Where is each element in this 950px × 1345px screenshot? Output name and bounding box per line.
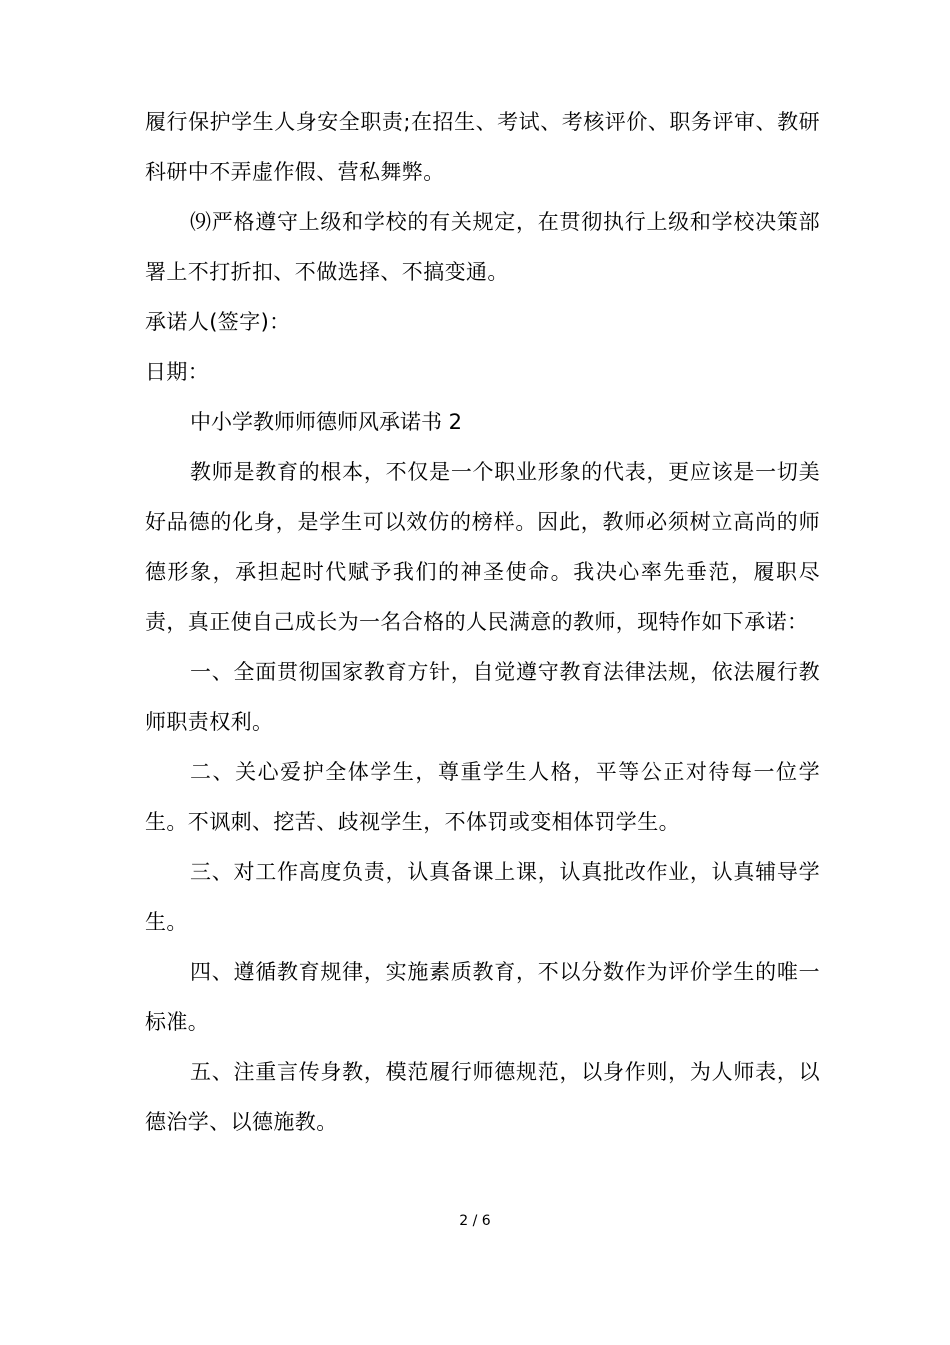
section-title: 中小学教师师德师风承诺书 2 [190, 410, 463, 434]
date-line: 日期： [145, 360, 210, 384]
paragraph-item-9: ⑼严格遵守上级和学校的有关规定，在贯彻执行上级和学校决策部署上不打折扣、不做选择、不搞变通。 [145, 210, 820, 284]
paragraph-continuation: 履行保护学生人身安全职责;在招生、考试、考核评价、职务评审、教研科研中不弄虚作假、营私舞弊。 [145, 110, 820, 184]
page-number: 2 / 6 [459, 1213, 491, 1229]
paragraph-intro: 教师是教育的根本，不仅是一个职业形象的代表，更应该是一切美好品德的化身，是学生可以效仿的榜样。因此，教师必须树立高尚的师德形象，承担起时代赋予我们的神圣使命。我决心率先垂范，履职尽责，真正使自己成长为一名合格的人民满意的教师，现特作如下承诺： [145, 460, 820, 634]
paragraph-pledge-5: 五、注重言传身教，模范履行师德规范，以身作则，为人师表，以德治学、以德施教。 [145, 1060, 820, 1134]
document-body [145, 97, 820, 1147]
signature-line: 承诺人(签字)： [145, 310, 291, 334]
paragraph-pledge-2: 二、关心爱护全体学生，尊重学生人格，平等公正对待每一位学生。不讽刺、挖苦、歧视学生，不体罚或变相体罚学生。 [145, 760, 820, 834]
paragraph-pledge-3: 三、对工作高度负责，认真备课上课，认真批改作业，认真辅导学生。 [145, 860, 820, 934]
paragraph-pledge-1: 一、全面贯彻国家教育方针，自觉遵守教育法律法规，依法履行教师职责权利。 [145, 660, 820, 734]
paragraph-pledge-4: 四、遵循教育规律，实施素质教育，不以分数作为评价学生的唯一标准。 [145, 960, 820, 1034]
